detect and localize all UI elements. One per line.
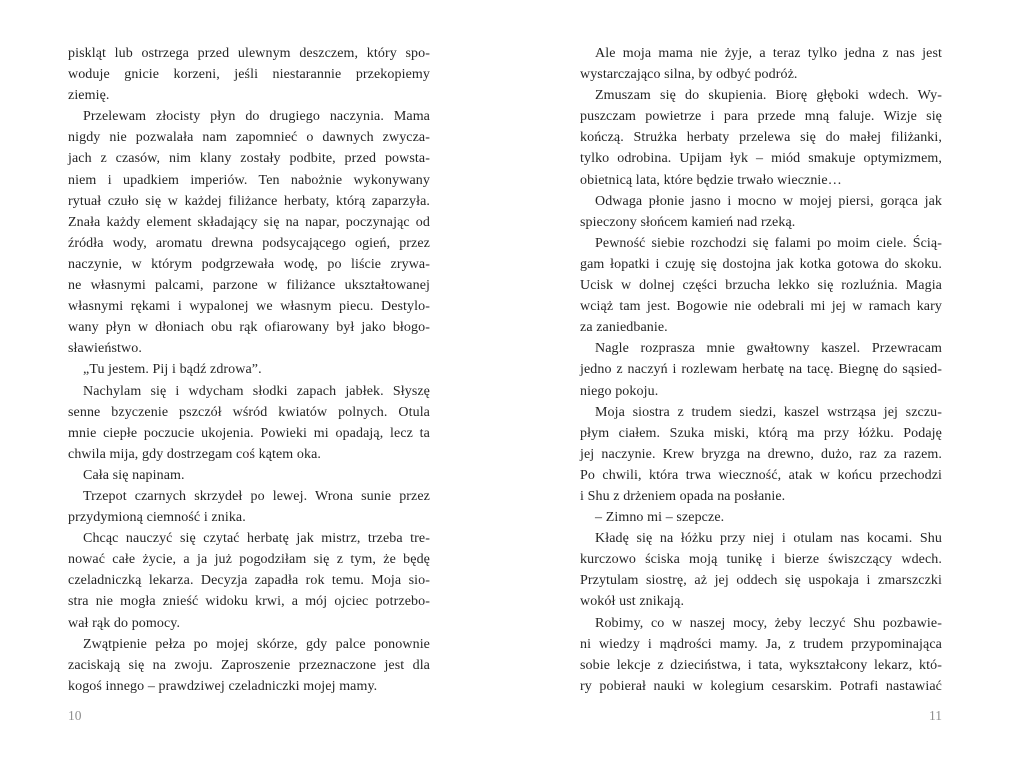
page-right-text (580, 43, 942, 697)
text-line: wał rąk do pomocy. (68, 615, 181, 631)
text-line: Trzepot czarnych skrzydeł po lewej. Wrona sunie przez (83, 488, 430, 504)
text-line: obietnicą lata, które będzie trwało wiecznie… (580, 172, 842, 188)
text-line: wokół ust znikają. (580, 594, 685, 610)
text-line: senne bzyczenie pszczół wśród kwiatów polnych. Otula (68, 404, 430, 420)
text-line: czeladniczką lekarza. Decyzja zapadła rok temu. Moja sio- (68, 573, 430, 589)
text-line: jedno z naczyń i rozlewam herbatę na tacę. Biegnę do sąsied- (580, 362, 942, 378)
text-line: Kładę się na łóżku przy niej i otulam nas kocami. Shu (595, 531, 942, 547)
text-line: ni wiedzy i mądrości mamy. Ja, z trudem przypominająca (580, 636, 942, 652)
text-line: chwila mija, gdy dostrzegam coś kątem oka. (68, 446, 322, 462)
page-number-left: 10 (68, 708, 82, 723)
text-line: stra nie mogła znieść widoku krwi, a mój ojciec potrzebo- (68, 594, 430, 610)
text-line: Zmuszam się do skupienia. Biorę głęboki wdech. Wy- (595, 88, 942, 104)
text-line: naczynie, w którym podgrzewała wodę, po liście zrywa- (68, 256, 430, 272)
text-line: Robimy, co w naszej mocy, żeby leczyć Shu pozbawie- (595, 615, 942, 631)
text-line: za zaniedbanie. (580, 320, 668, 336)
text-line: spieczony słońcem kamień nad rzeką. (580, 214, 796, 230)
text-line: nigdy nie pozwalała nam zapomnieć o dawnych zwycza- (68, 130, 430, 146)
text-line: puszczam powietrze i para przede mną faluje. Wizje się (580, 109, 942, 125)
text-line: kurczowo ściska moją tunikę i bierze świszczący wdech. (580, 552, 942, 568)
text-line: ry pobierał nauki w kolegium cesarskim. Potrafi nastawiać (580, 678, 942, 694)
text-line: Przytulam siostrę, aż jej oddech się uspokaja i zmarszczki (580, 573, 942, 589)
text-line: rytuał czuło się w każdej filiżance herbaty, którą zaparzyła. (68, 193, 430, 209)
text-line: Cała się napinam. (83, 467, 185, 483)
text-line: gam łopatki i czuję się dostojna jak kotka gotowa do skoku. (580, 256, 942, 272)
text-line: Moja siostra z trudem siedzi, kaszel wstrząsa jej szczu- (595, 404, 942, 420)
text-line: wany płyn w dłoniach obu rąk ofiarowany był jako błogo- (68, 320, 430, 336)
text-line: Chcąc nauczyć się czytać herbatę jak mistrz, trzeba tre- (83, 531, 430, 547)
text-line: niem i upadkiem imperiów. Ten nabożnie wykonywany (68, 172, 430, 188)
text-line: płym ciałem. Szuka miski, którą ma przy łóżku. Podaję (580, 425, 942, 441)
text-line: sławieństwo. (68, 341, 142, 357)
text-line: Po chwili, która trwa wieczność, atak w końcu przechodzi (580, 467, 942, 483)
text-line: własnymi rękami i wypalonej we własnym piecu. Destylo- (68, 299, 430, 315)
text-line: Odwaga płonie jasno i mocno w mojej piersi, gorąca jak (595, 193, 942, 209)
text-line: wystarczająco silna, by odbyć podróż. (580, 67, 798, 83)
text-line: Zwątpienie pełza po mojej skórze, gdy palce ponownie (83, 636, 430, 652)
text-line: jej naczynie. Krew bryzga na drewno, dużo, raz za razem. (580, 446, 942, 462)
text-line: Znała każdy element składający się na napar, poczynając od (68, 214, 430, 230)
text-line: kończą. Strużka herbaty przelewa się do małej filiżanki, (580, 130, 942, 146)
page-left-text (68, 43, 430, 697)
text-line: Nachylam się i wdycham słodki zapach jabłek. Słyszę (83, 383, 430, 399)
page-number-right: 11 (929, 708, 942, 723)
text-line: mnie ciepłe poczucie ukojenia. Powieki mi opadają, lecz ta (68, 425, 430, 441)
text-line: Pewność siebie rozchodzi się falami po moim ciele. Ścią- (595, 235, 942, 251)
text-line: Przelewam złocisty płyn do drugiego naczynia. Mama (83, 109, 430, 125)
text-line: niego pokoju. (580, 383, 659, 399)
text-line: „Tu jestem. Pij i bądź zdrowa”. (83, 362, 262, 378)
text-line: Nagle rozprasza mnie gwałtowny kaszel. Przewracam (595, 341, 942, 357)
text-line: i Shu z drżeniem opada na posłanie. (580, 488, 786, 504)
text-line: tylko odrobina. Upijam łyk – miód smakuje optymizmem, (580, 151, 942, 167)
text-line: źródła wody, aromatu drewna podsycającego ogień, przez (68, 235, 430, 251)
text-line: sobie lekcje z dzieciństwa, i tata, wykształcony lekarz, któ- (580, 657, 942, 673)
text-line: piskląt lub ostrzega przed ulewnym deszczem, który spo- (68, 46, 430, 61)
text-line: kogoś innego – prawdziwej czeladniczki mojej mamy. (68, 678, 378, 694)
text-line: Ale moja mama nie żyje, a teraz tylko jedna z nas jest (595, 46, 942, 61)
text-line: Ucisk w dolnej części brzucha lekko się rozluźnia. Magia (580, 278, 942, 294)
text-line: woduje gnicie korzeni, jeśli niestarannie przekopiemy (68, 67, 430, 83)
text-line: jach z czasów, nim klany zostały podbite, przed powsta- (68, 151, 430, 167)
text-line: zaciskają się na zwoju. Zaproszenie przeznaczone jest dla (68, 657, 430, 673)
text-line: przydymioną ciemność i znika. (68, 510, 246, 526)
text-line: ne własnymi palcami, parzone w filiżance ukształtowanej (68, 278, 430, 294)
text-line: ziemię. (68, 88, 110, 104)
text-line: – Zimno mi – szepcze. (595, 510, 725, 526)
text-line: wciąż tam jest. Bogowie nie odebrali mi jej w ramach kary (580, 299, 942, 315)
text-line: nować całe życie, a ja już pogodziłam się z tym, że będę (68, 552, 430, 568)
